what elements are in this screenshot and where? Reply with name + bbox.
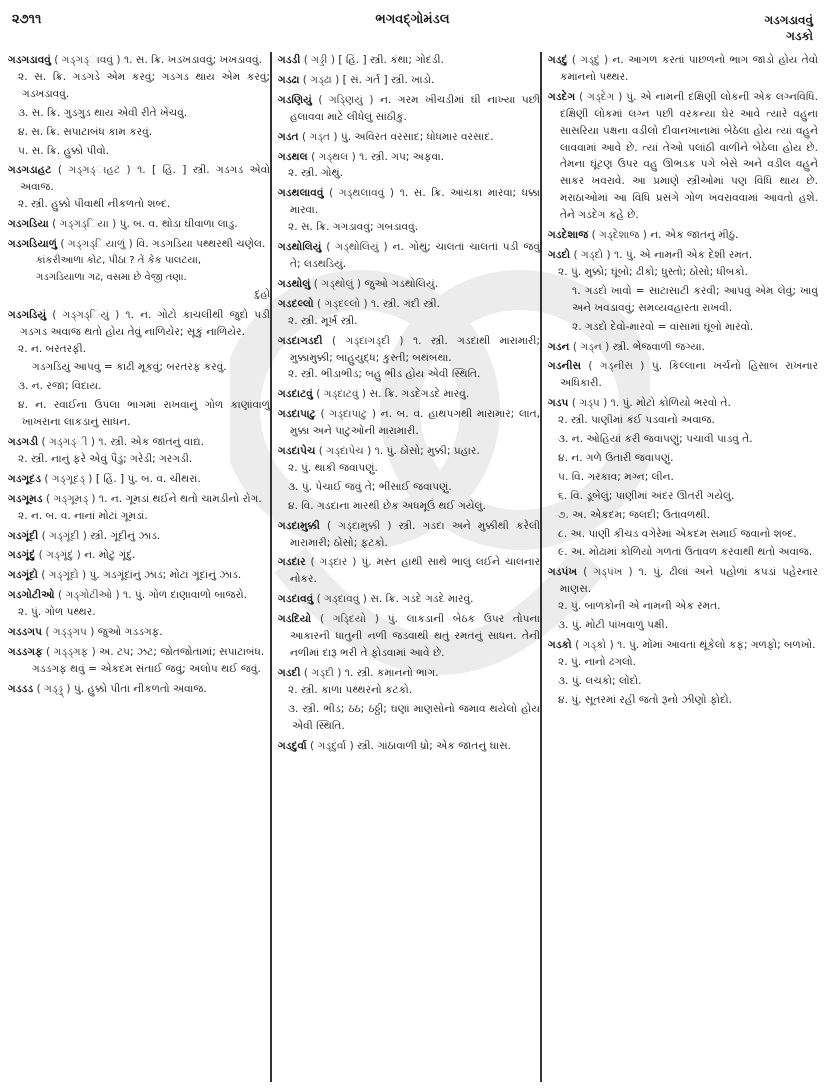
entry-main [278,72,540,89]
sense: ૯. અ. મોઢામાં કોળિયો ગળતાં ઉતાવળ કરવાથી થતો અવાજ. [558,546,813,559]
entry-main [548,52,818,86]
definition: ન. ગોથું; ચાલતાં ચાલતાં પડી જવું તે; લડથડિયું. [290,241,540,270]
entry-main [548,227,818,244]
headword: ગડઢા [278,73,300,86]
pronunciation: ( ગડ્ત ) [301,130,338,143]
dictionary-entry [548,395,818,561]
headword: ગડગડી [8,436,39,449]
pronunciation: ( ગડ્દાગડ્દી ) [331,334,404,347]
entry-main [8,624,270,641]
sense: ૨. સ્ત્રી. ગોથું. [288,167,344,180]
column-1 [8,52,270,1088]
pronunciation: ( ગડ્દાવવું ) [316,593,367,606]
entry-main [548,564,818,598]
entry-main [278,333,540,367]
pronunciation: ( ગડ્દામુક્કી ) [327,519,392,532]
pronunciation: ( ગડ્થલ ) [311,150,356,163]
definition: જુઓ ગડથોલિયું. [364,277,439,290]
sense: ૨. ન. બ. વ. નાનાં મોટાં ગૂમડાં. [18,509,148,522]
pronunciation: ( ગડ્ગડ્ાહટ ) [57,164,131,177]
definition: સ. ક્રિ. ગડદે ગડદે મારવું. [370,593,474,606]
pronunciation: ( ગડ્ગડ્િયા ) [52,218,117,231]
definition: સ. ક્રિ. ગડદેગડદે મારવું. [369,388,470,401]
definition: જુઓ ગડડગફ. [97,626,163,639]
definition: ૧. સ્ત્રી. એક જાતનું વાદ્ય. [98,436,205,449]
definition: ૧. પું. ગોળ દાણાવાળો બાજરો. [122,589,247,602]
sense: ૪. ન. રવાઈના ઉપલા ભાગમાં રાખવાનું ગોળ કાણાંવાળું ખાખરાના લાકડાનું સાધન. [18,399,270,429]
entry-main [278,518,540,552]
dictionary-entry [548,247,818,336]
dictionary-entry [278,52,540,69]
headword: ગડગડિયાળું [8,238,58,251]
column-3 [548,52,818,1088]
idiom: ગડડગફ થવું = એકદમ સંતાઈ જવું; અલોપ થઈ જવું. [32,662,261,675]
dictionary-entry [8,216,270,233]
column-divider [270,52,272,1082]
dictionary-entry [8,471,270,488]
sense: ૪. વિ. ગડદાના મારથી છેક અધમૂઉં થઈ ગયેલું. [288,499,486,512]
definition: [ હિં. ] સ્ત્રી. કંથા; ગોદડી. [338,54,444,66]
pronunciation: ( ગડ્ગડ્ાવવું ) [54,54,121,66]
sense: ૩. પું. લચકો; લોંદો. [558,674,642,687]
definition: સ્ત્રી. ભેજવાળી જગ્યા. [612,340,705,353]
entry-main [8,471,270,488]
guide-word-last: ગડકો [786,29,813,43]
sense: ૨. સ્ત્રી. હુક્કો પીવાથી નીકળતો શબ્દ. [18,198,171,211]
entry-main [278,443,540,460]
sense: ૨. સ્ત્રી. ભીડાભીડ; બહુ ભીડ હોય એવી સ્થિતિ. [288,368,481,381]
dictionary-columns [0,52,825,1090]
pronunciation: ( ગડ્દો ) [573,248,611,261]
definition: ૧. સ. ક્રિ. ખડખડાવવું; ખખડાવવું. [123,54,262,66]
entry-main [8,644,270,661]
dictionary-entry [8,236,270,304]
headword: ગડદી [278,666,301,679]
definition: ૧. સ્ત્રી. ગડદાથી મારામારી; મુક્કામુક્કી; બાહુયુદ્ધ; કુસ્તી; બથંબથા. [290,334,540,364]
column-2 [278,52,540,1088]
entry-main [278,276,540,293]
entry-main [548,339,818,356]
pronunciation: ( ગડ્થલાવવું ) [329,187,395,200]
pronunciation: ( ગડ્ડ્ગપ ) [45,626,95,639]
dictionary-entry [548,52,818,86]
entry-main [278,92,540,126]
dictionary-entry [278,443,540,515]
definition: પું. મસ્ત હાથી સાથે ભાલું લઈને ચાલનાર નોકર. [290,556,540,586]
definition: પું. અવિરત વરસાદ; ધોધમાર વરસાદ. [340,130,494,143]
definition: પું. બ. વ. થોડા ઘીવાળા લાડુ. [119,218,238,231]
dictionary-entry [278,611,540,662]
column-divider [540,52,542,1082]
headword: ગડદું [548,54,568,66]
sense: ૨. સ. ક્રિ. ગગડાવવું; ગબડાવવું. [288,221,419,234]
pronunciation: ( ગડ્ગડ્િયાળું ) [60,238,133,251]
entry-main [278,665,540,682]
headword: ગડથોલું [278,277,311,290]
entry-main [278,738,540,755]
definition: ૧. ન. ગૂમડાં થઈને થતો ચામડીનો રોગ. [98,492,262,505]
pronunciation: ( ગડ્ઢા ) [302,73,340,86]
pronunciation: ( ગડ્દાપેચ ) [318,445,372,458]
headword: ગડથોલિયું [278,241,322,254]
dictionary-entry [278,129,540,146]
pronunciation: ( ગડ્કો ) [575,639,614,651]
dictionary-entry [8,52,270,159]
definition: ૧. પું. મોંમાં આવતાં થૂંકેલો કફ; ગળફો; બળખો. [617,639,816,651]
definition: ન. બ. વ. હાથપગથી મારામાર; લાત, મુક્કા અને પાટુઓની મારામારી. [290,408,540,438]
headword: ગડગૂંદો [8,569,38,582]
sense: ૫. સ. ક્રિ. હુક્કો પીવો. [18,144,110,157]
entry-main [278,129,540,146]
entry-main [8,681,270,698]
pronunciation: ( ગડ્થોલું ) [313,277,362,290]
dictionary-entry [278,554,540,588]
pronunciation: ( ગડ્દાર ) [310,556,357,569]
definition: પું. ગડગૂંદાંનું ઝાડ; મોટાં ગૂંદાંનું ઝાડ. [89,569,242,582]
sense: ૨. પું. થાકી જવાપણું. [288,461,378,474]
sense: ૪. સ. ક્રિ. સપાટાબંધ કામ કરવું. [18,125,153,138]
headword: ગડદિયો [278,613,312,626]
entry-main [548,89,818,224]
dictionary-entry [278,72,540,89]
sense: ૨. પું. નાનો ઢગલો. [558,655,636,668]
dictionary-entry [548,564,818,634]
headword: ગડદેગ [548,90,576,103]
entry-main [8,547,270,564]
dictionary-entry [278,406,540,440]
headword: ગડદાપાટુ [278,408,316,421]
headword: ગડદામુક્કી [278,519,320,532]
definition: ન. મોટું ગૂંદું. [84,549,136,562]
dictionary-entry [278,665,540,735]
definition: વિ. ગડગડિયા પથ્થરથી ચણેલ. [136,238,266,251]
headword: ગડદાપેચ [278,445,316,458]
dictionary-entry [548,339,818,356]
headword: ગડકો [548,639,572,651]
pronunciation: ( ગડ્દી ) [303,666,342,679]
pronunciation: ( ગડ્ણિયું ) [318,93,374,106]
pronunciation: ( ગડ્નીસ ) [588,360,645,373]
quotation-line: કાંકરીઆળા કોટ, પીઠા ? તેં કેક પાલટયા, [36,254,202,266]
quotation-source: દુહો [254,288,270,300]
pronunciation: ( ગડ્ગોટીઓ ) [57,589,120,602]
entry-main [278,239,540,273]
headword: ગડદાર [278,556,306,569]
headword: ગડગડાવવું [8,54,51,66]
pronunciation: ( ગડ્દાટવું ) [316,388,367,401]
pronunciation: ( ગડ્ગૂંદી ) [41,529,87,542]
pronunciation: ( ગડ્દલ્લો ) [317,297,368,310]
definition: ૧. સ્ત્રી. ગંદી સ્ત્રી. [371,297,441,310]
definition: [ હિં. ] પું. બ. વ. ચીથરાં. [95,472,201,485]
headword: ગડગૂમડ [8,492,43,505]
sense: ૨. પું. બાળકોની એ નામની એક રમત. [558,600,721,613]
headword: ગડપ [548,397,569,410]
pronunciation: ( ગડ્દેશાજ ) [591,229,647,242]
pronunciation: ( ગડ્ગૂંદું ) [38,549,81,562]
definition: ૧. સ્ત્રી. કમાનનો ભાગ. [344,666,439,679]
entry-main [8,52,270,69]
pronunciation: ( ગડ્ડ્ગફ ) [46,646,96,658]
entry-main [8,587,270,604]
headword: ગડદાવવું [278,593,314,606]
definition: ૧. પું. મોટો કોળિયો ભરવો તે. [610,397,731,410]
dictionary-entry [278,276,540,293]
entry-main [548,395,818,412]
entry-main [8,528,270,545]
definition: ૧. પું. ઢીલાં અને પહોળાં કપડાં પહેરનાર માણસ. [560,566,818,596]
headword: ગડદો [548,248,571,261]
dictionary-entry [8,491,270,525]
entry-main [278,386,540,403]
pronunciation: ( ગડ્દું ) [571,54,609,66]
dictionary-entry [548,637,818,709]
dictionary-entry [8,547,270,564]
entry-main [278,406,540,440]
pronunciation: ( ગડ્ડી ) [303,54,335,66]
headword: ગડગડાહટ [8,164,52,177]
headword: ગડગૂંદી [8,529,39,542]
definition: ૧. પું. એ નામની એક દેશી રમત. [614,248,753,261]
entry-main [8,236,270,253]
dictionary-entry [278,296,540,330]
pronunciation: ( ગડ્દિયો ) [319,613,379,626]
entry-main [8,434,270,451]
entry-main [278,52,540,69]
page-number: ૨૭૧૧ [12,12,42,27]
sense: ૩. પું. મોટી પાંખવાળું પક્ષી. [558,619,669,632]
dictionary-entry [8,434,270,468]
definition: પું. લાકડાની બેઠક ઉપર તોપના આકારની ધાતુની નળી જડવાથી થતું રમતનું સાધન. તેની નળીમાં દારૂ ભરી તે ફોડવામાં આવે છે. [290,613,540,659]
headword: ગડડગપ [8,626,42,639]
definition: પું. કિલ્લાના ખર્ચનો હિસાબ રાખનાર અધિકારી. [560,360,818,390]
entry-main [548,637,818,654]
headword: ગડણિયું [278,93,312,106]
dictionary-entry [278,738,540,755]
definition: [ સં. ગર્ત ] સ્ત્રી. ખાડો. [342,73,435,86]
sense: ૩. સ્ત્રી. ભીડ; ઠઠ; ઠઠ્ઠી; ઘણાં માણસોનો જમાવ થયેલો હોય એવી સ્થિતિ. [288,702,540,732]
headword: ગડત [278,130,299,143]
definition: ૧. સ. ક્રિ. આંચકા મારવા; ધક્કા મારવા. [290,187,540,217]
dictionary-entry [278,149,540,183]
entry-main [278,554,540,588]
entry-main [8,307,270,341]
sense: ૨. સ્ત્રી. પાણીમાં કંઈ પડવાનો અવાજ. [558,414,715,427]
headword: ગડન [548,340,570,353]
dictionary-entry [8,587,270,621]
pronunciation: ( ગડ્પ ) [571,397,608,410]
sense: ૨. સ્ત્રી. નાનું ફરે એવું પૈડું; ગરેડી; ગરગડી. [18,452,193,465]
dictionary-entry [278,92,540,126]
dictionary-entry [8,528,270,545]
sense: ૨. ન. બરતરફી. [18,342,87,355]
sense: ૮. અ. પાણી કીચડ વગેરેમાં એકદમ સમાઈ જવાનો શબ્દ. [558,527,797,540]
dictionary-entry [548,358,818,392]
definition: સ્ત્રી. ગાંઠાવાળી ધ્રો; એક જાતનું ઘાસ. [357,739,512,752]
headword: ગડગૂદડ [8,472,42,485]
entry-main [8,567,270,584]
definition: ન. ગરમ ખીચડીમાં ઘી નાખ્યા પછી હલાવવા માટે લીધેલું સાંઠીકું. [290,93,540,123]
headword: ગડગોટીઓ [8,589,55,602]
headword: ગડડી [278,54,301,66]
entry-main [548,358,818,392]
dictionary-entry [278,518,540,552]
pronunciation: ( ગડ્ગડ્િયું ) [52,308,120,321]
dictionary-entry [278,386,540,403]
sense: ૪. ન. ગળે ઉતારી જવાપણું. [558,451,674,464]
sense: ૩. ન. રજા; વિદાય. [18,380,102,393]
entry-main [278,591,540,608]
sense: ૫. વિ. ગરકાવ; મગ્ન; લીન. [558,470,674,483]
entry-main [278,149,540,166]
entry-main [278,296,540,313]
guide-word-first: ગડગડાવવું [764,13,813,27]
headword: ગડદાગડદી [278,334,323,347]
headword: ગડદલ્લો [278,297,314,310]
headword: ગડડગફ [8,646,43,658]
pronunciation: ( ગડ્ગૂંદો ) [41,569,87,582]
running-title: ભગવદ્ગોમંડલ [375,12,450,27]
pronunciation: ( ગડ્ન ) [572,340,610,353]
headword: ગડથલ [278,150,308,163]
headword: ગડગડિયા [8,218,49,231]
idiom: ૧. ગડદો ખાવો = સાટાસાટી કરવી; આપવું એમ લેવું; ખાવું અને ખવડાવવું; સમવ્યવહારતા રાખવી. [572,284,818,314]
entry-main [548,247,818,264]
entry-main [278,185,540,219]
headword: ગડડડ [8,682,34,695]
definition: પું. હુક્કો પીતાં નીકળતો અવાજ. [73,682,207,695]
entry-main [278,611,540,662]
sense: ૨. સ્ત્રી. મૂર્ખ સ્ત્રી. [288,314,358,327]
pronunciation: ( ગડ્થોલિયું ) [326,241,388,254]
definition: ૧. ન. ગોટો કાચલીથી જુદો પડી ગડગડ અવાજ થતો હોય તેવું નાળિયેર; સૂકું નાળિયેર. [20,308,270,338]
guide-words [764,12,813,44]
dictionary-entry [278,591,540,608]
pronunciation: ( ગડ્દેગ ) [579,90,623,103]
sense: ૩. સ. ક્રિ. ગુડગુડ થાય એવી રીતે ખેંચવું. [18,106,188,119]
headword: ગડદાટવું [278,388,313,401]
sense: ૨. પું. મુક્કો; ઘૂંબો; ઢીકો; ધુસ્તો; ઠોંસો; ધીબકો. [558,265,748,278]
sense: ૩. ન. ઓહિયાં કરી જવાપણું; પચાવી પાડવું તે. [558,433,753,446]
definition: સ્ત્રી. ગડદા અને મુક્કીથી કરેલી મારામારી; ઠોંસો; ફટકો. [290,519,540,549]
definition: ૧. [ હિં. ] સ્ત્રી. ગડગડ એવો અવાજ. [20,164,270,194]
dictionary-entry [278,185,540,236]
dictionary-entry [8,307,270,431]
page-header [0,0,825,52]
definition: ૧. સ્ત્રી. ગપ; અફવા. [359,150,445,163]
sense: ૨. પું. ગોળ પથ્થર. [18,606,96,619]
sense: ૨. સ. ક્રિ. ગડગડે એમ કરવું; ગડગડ થાય એમ કરવું; ગડખડાવવું. [18,70,270,100]
sense: ૭. અ. એકદમ; જલદી; ઉતાવળથી. [558,508,710,521]
dictionary-entry [8,162,270,213]
entry-main [8,162,270,196]
dictionary-entry [8,567,270,584]
dictionary-entry [548,89,818,224]
sense: ૪. પું. સૂતરમાં રહી જતો રૂનો ઝીણો ફોદો. [558,693,732,706]
definition: ન. આગળ કરતાં પાછળનો ભાગ જાડો હોય તેવો કમાનનો પથ્થર. [560,54,818,83]
dictionary-entry [8,624,270,641]
headword: ગડદુર્વા [278,739,307,752]
pronunciation: ( ગડ્દુર્વા ) [310,739,354,752]
sense: ૩. પું. પેચાઈ જવું તે; ભીંસાઈ જવાપણું. [288,480,452,493]
headword: ગડથલાવવું [278,187,324,200]
sense: ૬. વિ. ડૂબેલું; પાણીમાં અંદર ઊતરી ગયેલું. [558,489,735,502]
dictionary-entry [8,644,270,678]
idiom: ગડગડિયું આપવું = કાઢી મૂકવું; બરતરફ કરવું. [32,361,227,374]
definition: અ. ટપ; ઝટ; જોતજોતામાં; સપાટાબંધ. [99,646,265,658]
pronunciation: ( ગડ્ગૂમડ્ ) [45,492,96,505]
pronunciation: ( ગડ્દાપાટુ ) [320,408,376,421]
sense: ૨. સ્ત્રી. કાળા પથ્થરનો કટકો. [288,683,413,696]
dictionary-entry [278,239,540,273]
entry-main [8,491,270,508]
dictionary-entry [8,681,270,698]
definition: ૧. પું. ઠોંસો; મુક્કી; પ્રહાર. [374,445,480,458]
dictionary-entry [548,227,818,244]
headword: ગડગડિયું [8,308,47,321]
headword: ગડદેશાજ [548,229,589,242]
dictionary-entry [278,333,540,384]
headword: ગડપંખ [548,566,578,579]
pronunciation: ( ગડ્પંખ ) [583,566,633,579]
headword: ગડગૂંદું [8,549,36,562]
pronunciation: ( ગડ્ગડ્ી ) [41,436,96,449]
idiom: ૨. ગડદો દેવો-મારવો = વાંસામાં ઘૂંબો મારવો. [572,320,754,333]
entry-main [8,216,270,233]
pronunciation: ( ગડ્ગૂદડ્ ) [44,472,93,485]
definition: ન. એક જાતનું મીઠું. [650,229,739,242]
definition: પું. એ નામની દક્ષિણી લોકની એક લગ્નવિધિ. દક્ષિણી લોકમાં લગ્ન પછી વરકન્યા ઘેર આવે ત્યારે વહુના સાસરિયા પક્ષના વડીલો દીવાનખાનામાં બેઠેલા હોય ત્યાં વહુને લાવવામાં આવે છે. ત્યાં તેઓ પલાંઠી વાળીને બેઠેલા હોય છે. તેમના ઘૂંટણ ઉપર વહુ ઊભડક પગે બેસે અને વડીલ વહુને સાકર ખવરાવે. આ પ્રમાણે સ્ત્રીઓમાં પણ વિધિ થાય છે. મરાઠાઓમાં આ વિધિ પ્રસંગે ગોળ ખવરાવવામાં આવતો હશે. તેને ગડદેગ કહે છે. [560,90,818,222]
definition: સ્ત્રી. ગૂંદીનું ઝાડ. [90,529,161,542]
pronunciation: ( ગડ્ડ્ડ્ ) [36,682,71,695]
headword: ગડનીસ [548,360,582,373]
quotation-line: ગડગડિયાળા ગઢ, વસમા છે વેજી તણા. [36,271,187,283]
